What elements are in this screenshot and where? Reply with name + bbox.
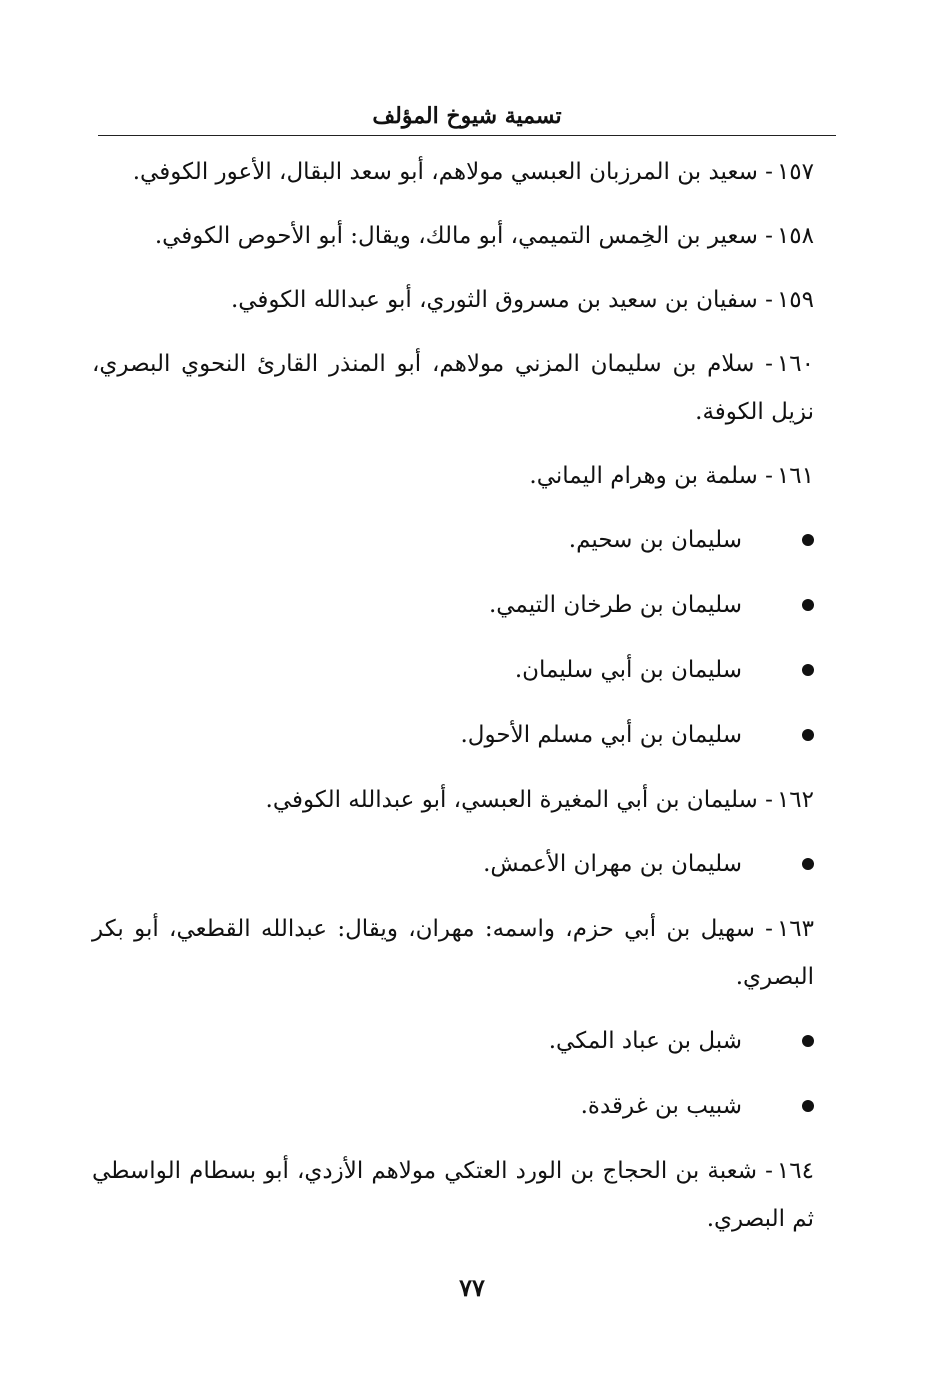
entry-number: ١٦٣: [776, 916, 814, 942]
entry-number: ١٦٢: [776, 787, 814, 813]
entry-text: سليمان بن أبي المغيرة العبسي، أبو عبدالله الكوفي.: [265, 787, 758, 813]
bullet-dot-icon: [802, 599, 814, 611]
entry-number: ١٦٤: [776, 1158, 814, 1184]
entry-dash: -: [757, 463, 773, 489]
entry-text: سلام بن سليمان المزني مولاهم، أبو المنذر القارئ النحوي البصري، نزيل الكوفة.: [92, 351, 814, 425]
bullet-dot-icon: [802, 534, 814, 546]
bullet-text: سليمان بن سحيم.: [568, 527, 742, 553]
bullet-dot-icon: [802, 1035, 814, 1047]
entry-number: ١٥٩: [776, 287, 814, 313]
entry-number: ١٥٨: [776, 223, 814, 249]
bullet-dot-icon: [802, 858, 814, 870]
entry-dash: -: [754, 916, 773, 942]
numbered-entry: [92, 340, 814, 436]
bullet-entry: [92, 646, 814, 694]
bullet-entry: [92, 581, 814, 629]
numbered-entry: [92, 452, 814, 500]
entry-dash: -: [757, 159, 773, 185]
numbered-entry: [92, 905, 814, 1001]
bullet-text: سليمان بن أبي مسلم الأحول.: [460, 722, 742, 748]
running-header-title: تسمية شيوخ المؤلف: [372, 103, 562, 129]
bullet-entry: [92, 711, 814, 759]
bullet-entry: [92, 1017, 814, 1065]
entry-dash: -: [757, 223, 773, 249]
numbered-entry: [92, 776, 814, 824]
bullet-dot-icon: [802, 664, 814, 676]
entry-text: سفيان بن سعيد بن مسروق الثوري، أبو عبدالله الكوفي.: [230, 287, 758, 313]
page-number: ٧٧: [459, 1273, 485, 1302]
entries-list: [92, 148, 814, 1259]
entry-text: سلمة بن وهرام اليماني.: [529, 463, 758, 489]
bullet-text: شبل بن عباد المكي.: [548, 1028, 742, 1054]
numbered-entry: [92, 1147, 814, 1243]
bullet-entry: [92, 1082, 814, 1130]
bullet-dot-icon: [802, 1100, 814, 1112]
entry-number: ١٦١: [776, 463, 814, 489]
entry-number: ١٥٧: [776, 159, 814, 185]
header-rule: [98, 135, 836, 136]
entry-text: سهيل بن أبي حزم، واسمه: مهران، ويقال: عبدالله القطعي، أبو بكر البصري.: [92, 916, 814, 990]
numbered-entry: [92, 276, 814, 324]
entry-text: شعبة بن الحجاج بن الورد العتكي مولاهم الأزدي، أبو بسطام الواسطي ثم البصري.: [92, 1158, 814, 1232]
entry-dash: -: [757, 1158, 773, 1184]
entry-dash: -: [754, 351, 773, 377]
entry-dash: -: [757, 287, 773, 313]
bullet-dot-icon: [802, 729, 814, 741]
numbered-entry: [92, 148, 814, 196]
bullet-text: شبيب بن غرقدة.: [580, 1093, 742, 1119]
entry-number: ١٦٠: [776, 351, 814, 377]
bullet-entry: [92, 516, 814, 564]
numbered-entry: [92, 212, 814, 260]
entry-text: سعيد بن المرزبان العبسي مولاهم، أبو سعد البقال، الأعور الكوفي.: [132, 159, 758, 185]
bullet-text: سليمان بن طرخان التيمي.: [488, 592, 742, 618]
entry-text: سعير بن الخِمس التميمي، أبو مالك، ويقال: أبو الأحوص الكوفي.: [154, 223, 758, 249]
entry-dash: -: [757, 787, 773, 813]
bullet-text: سليمان بن أبي سليمان.: [514, 657, 742, 683]
bullet-entry: [92, 840, 814, 888]
bullet-text: سليمان بن مهران الأعمش.: [483, 851, 742, 877]
